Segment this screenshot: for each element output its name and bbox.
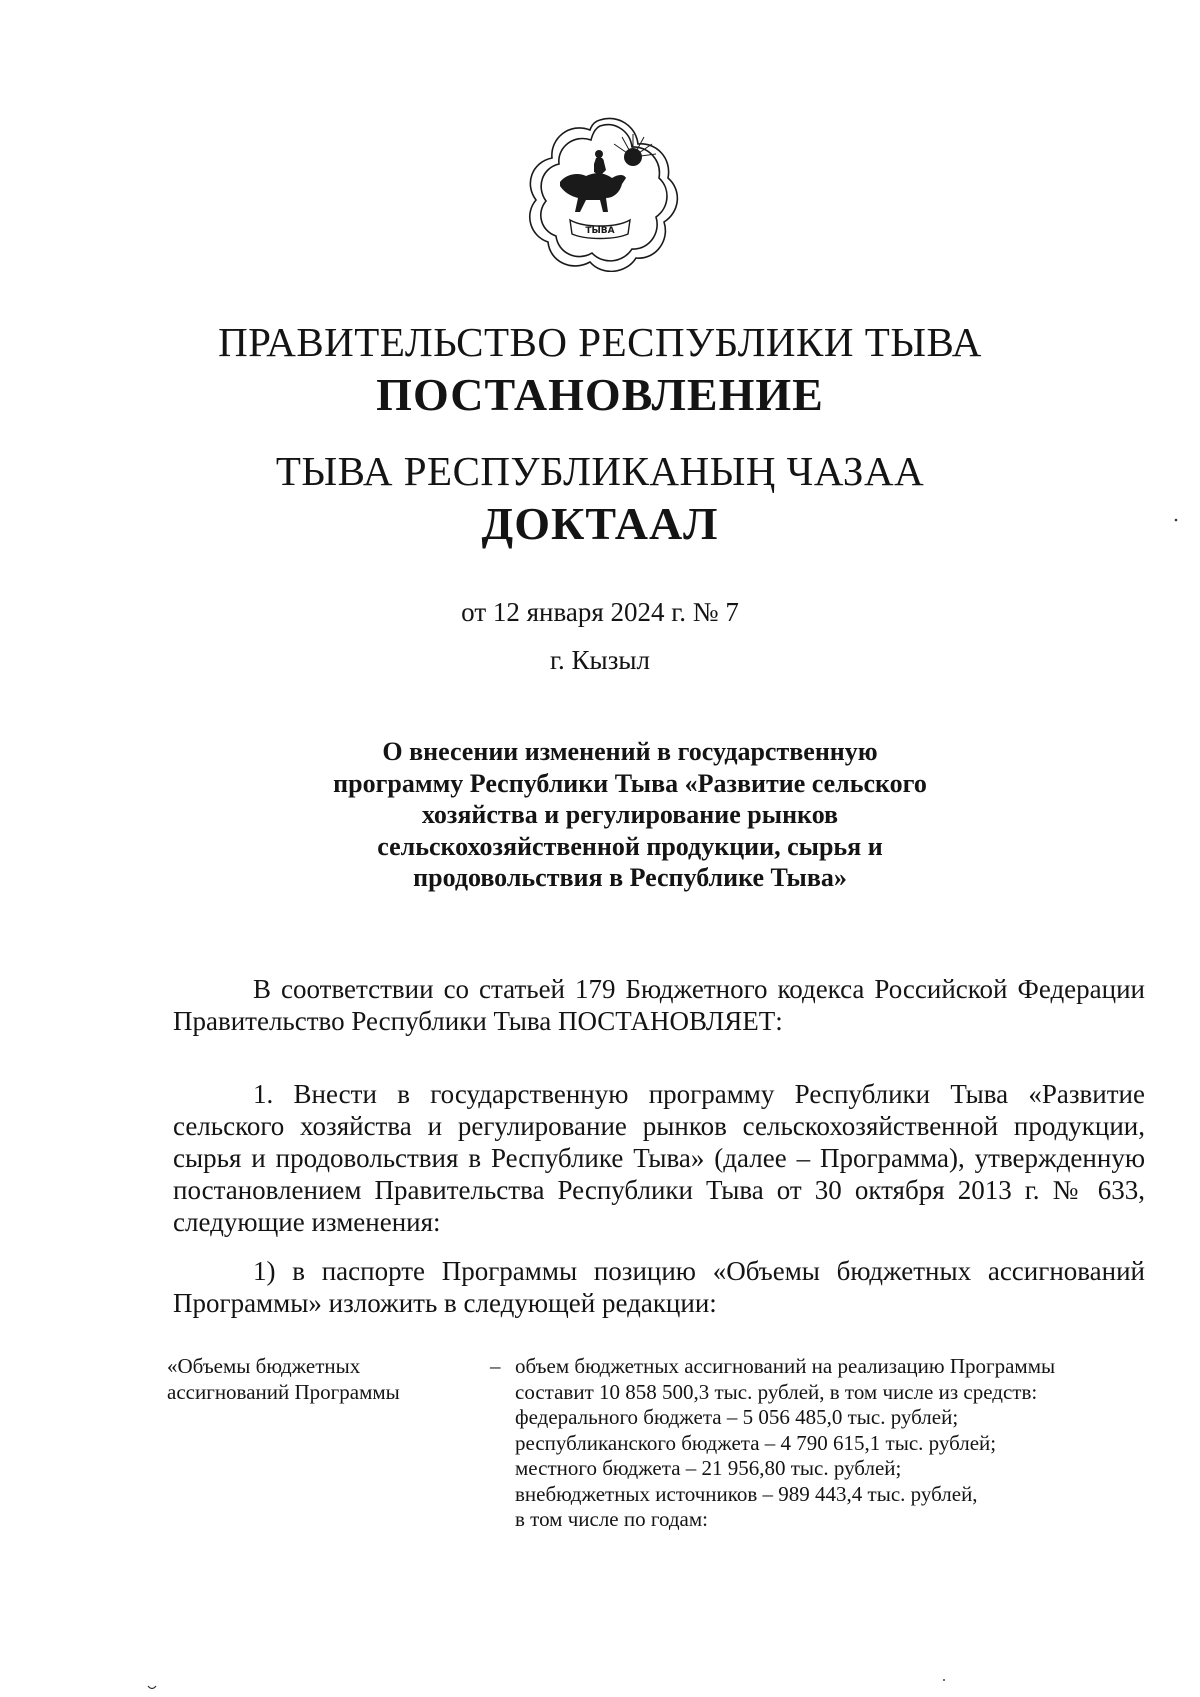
passport-line: республиканского бюджета – 4 790 615,1 тыс. рублей; [515,1430,997,1455]
passport-line: в том числе по годам: [515,1507,708,1531]
passport-line: внебюджетных источников – 989 443,4 тыс. рублей, [515,1481,978,1506]
document-type-tuvan: ДОКТААЛ [481,498,719,549]
document-city: г. Кызыл [550,645,650,675]
passport-dash: – [490,1354,501,1378]
passport-line: составит 10 858 500,3 тыс. рублей, в том числе из средств: [515,1379,1038,1404]
passport-line: местного бюджета – 21 956,80 тыс. рублей; [515,1456,902,1480]
document-type-russian: ПОСТАНОВЛЕНИЕ [376,369,824,420]
document-date-number: от 12 января 2024 г. № 7 [461,597,739,627]
passport-label: «Объемы бюджетных ассигнований Программы [167,1354,400,1404]
paragraph-subitem-1-text: 1) в паспорте Программы позицию «Объемы бюджетных ассигнований Программы» изложить в следующей редакции: [173,1256,1145,1318]
svg-text:ТЫВА: ТЫВА [585,226,615,236]
organization-name-tuvan: ТЫВА РЕСПУБЛИКАНЫҢ ЧАЗАА [275,448,925,494]
document-title: О внесении изменений в государственную программу Республики Тыва «Развитие сельского хозяйства и регулирование рынков сельскохозяйственной продукции, сырья и продовольствия в Республике Тыва» [333,737,927,892]
passport-line: объем бюджетных ассигнований на реализацию Программы [515,1354,1056,1378]
organization-name-russian: ПРАВИТЕЛЬСТВО РЕСПУБЛИКИ ТЫВА [218,319,982,365]
passport-line: федерального бюджета – 5 056 485,0 тыс. рублей; [515,1405,959,1429]
paragraph-legal-basis-text: В соответствии со статьей 179 Бюджетного кодекса Российской Федерации Правительство Республики Тыва ПОСТАНОВЛЯЕТ: [173,974,1145,1036]
paragraph-item-1-text: 1. Внести в государственную программу Республики Тыва «Развитие сельского хозяйства и регулирование рынков сельскохозяйственной продукции, сырья и продовольствия в Республике Тыва» (далее – Программа), утвержденную постановлением Правительства Республики Тыва от 30 октября 2013 г. № 633, следующие изменения: [173,1079,1145,1237]
